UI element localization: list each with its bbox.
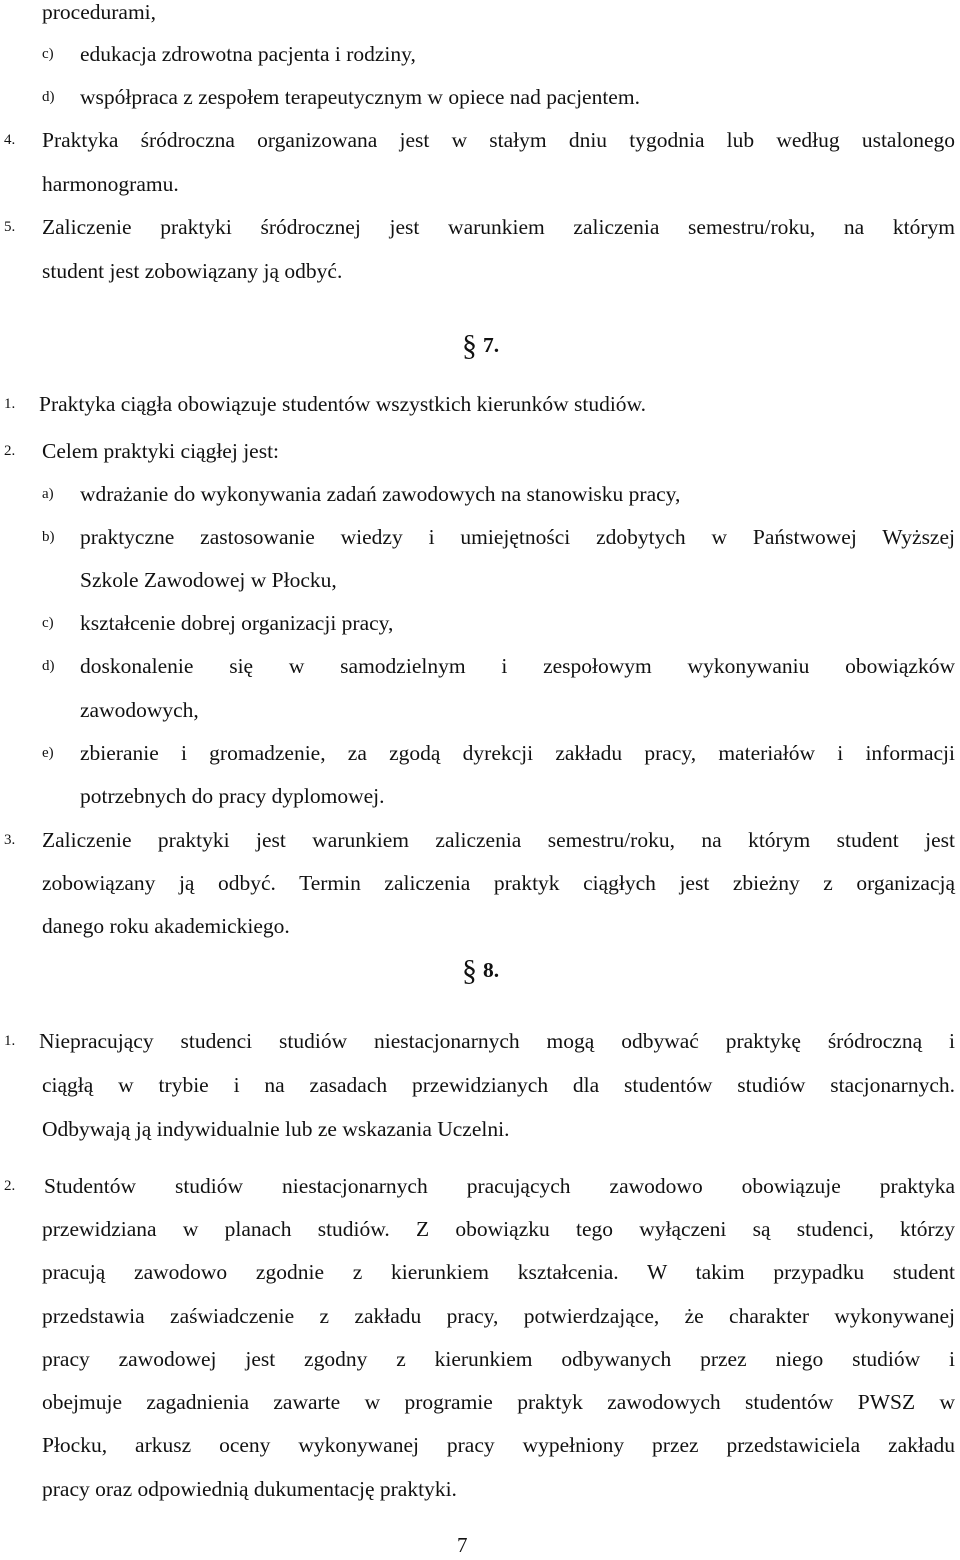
paragraph-line: student jest zobowiązany ją odbyć. [42,259,343,283]
list-item-text: zbieranie i gromadzenie, za zgodą dyrekcji zakładu pracy, materiałów i informacji [80,741,955,765]
section-number: 8. [483,958,500,982]
paragraph-line: Niepracujący studenci studiów niestacjonarnych mogą odbywać praktykę śródroczną i [39,1029,955,1053]
section-heading [462,955,499,986]
list-marker: c) [42,615,54,631]
list-marker: d) [42,89,55,105]
list-item-text: zawodowych, [80,698,199,722]
paragraph-line: Praktyka ciągła obowiązuje studentów wszystkich kierunków studiów. [39,392,647,416]
section-symbol: § [462,954,477,987]
paragraph-line: Celem praktyki ciągłej jest: [42,439,280,463]
paragraph-line: pracy oraz odpowiednią dukumentację praktyki. [42,1477,457,1501]
paragraph-line: Praktyka śródroczna organizowana jest w stałym dniu tygodnia lub według ustalonego [42,128,955,152]
paragraph-number: 3. [4,832,16,848]
paragraph-line: przedstawia zaświadczenie z zakładu pracy, potwierdzające, że charakter wykonywanej [42,1304,955,1328]
paragraph-line: danego roku akademickiego. [42,914,290,938]
page-number: 7 [457,1533,468,1557]
list-marker: c) [42,46,54,62]
paragraph-line: przewidziana w planach studiów. Z obowiązku tego wyłączeni są studenci, którzy [42,1217,955,1241]
list-item-text: praktyczne zastosowanie wiedzy i umiejętności zdobytych w Państwowej Wyższej [80,525,955,549]
section-number: 7. [483,333,500,357]
list-item-text: wdrażanie do wykonywania zadań zawodowych na stanowisku pracy, [80,482,681,506]
list-item-text: potrzebnych do pracy dyplomowej. [80,784,385,808]
paragraph-number: 1. [4,396,16,412]
paragraph-line: obejmuje zagadnienia zawarte w programie praktyk zawodowych studentów PWSZ w [42,1390,955,1414]
paragraph-number: 1. [4,1033,16,1049]
paragraph-number: 2. [4,1178,16,1194]
paragraph-line: ciągłą w trybie i na zasadach przewidzianych dla studentów studiów stacjonarnych. [42,1073,955,1097]
list-marker: a) [42,486,54,502]
paragraph-line: pracy zawodowej jest zgodny z kierunkiem odbywanych przez niego studiów i [42,1347,955,1371]
paragraph-line: Odbywają ją indywidualnie lub ze wskazania Uczelni. [42,1117,510,1141]
paragraph-line: Zaliczenie praktyki śródrocznej jest warunkiem zaliczenia semestru/roku, na którym [42,215,955,239]
section-heading [462,330,499,361]
paragraph-number: 5. [4,219,16,235]
list-item-text: Szkole Zawodowej w Płocku, [80,568,337,592]
continuation-line: procedurami, [42,0,157,24]
section-symbol: § [462,329,477,362]
list-item-text: doskonalenie się w samodzielnym i zespołowym wykonywaniu obowiązków [80,654,955,678]
paragraph-line: harmonogramu. [42,172,179,196]
list-marker: b) [42,529,55,545]
paragraph-number: 2. [4,443,16,459]
list-item-text: kształcenie dobrej organizacji pracy, [80,611,394,635]
paragraph-line: zobowiązany ją odbyć. Termin zaliczenia praktyk ciągłych jest zbieżny z organizacją [42,871,955,895]
list-item-text: edukacja zdrowotna pacjenta i rodziny, [80,42,416,66]
list-marker: d) [42,658,55,674]
list-item-text: współpraca z zespołem terapeutycznym w opiece nad pacjentem. [80,85,640,109]
paragraph-line: Studentów studiów niestacjonarnych pracujących zawodowo obowiązuje praktyka [44,1174,955,1198]
paragraph-line: pracują zawodowo zgodnie z kierunkiem kształcenia. W takim przypadku student [42,1260,955,1284]
paragraph-line: Zaliczenie praktyki jest warunkiem zaliczenia semestru/roku, na którym student jest [42,828,955,852]
paragraph-line: Płocku, arkusz oceny wykonywanej pracy wypełniony przez przedstawiciela zakładu [42,1433,955,1457]
list-marker: e) [42,745,54,761]
paragraph-number: 4. [4,132,16,148]
